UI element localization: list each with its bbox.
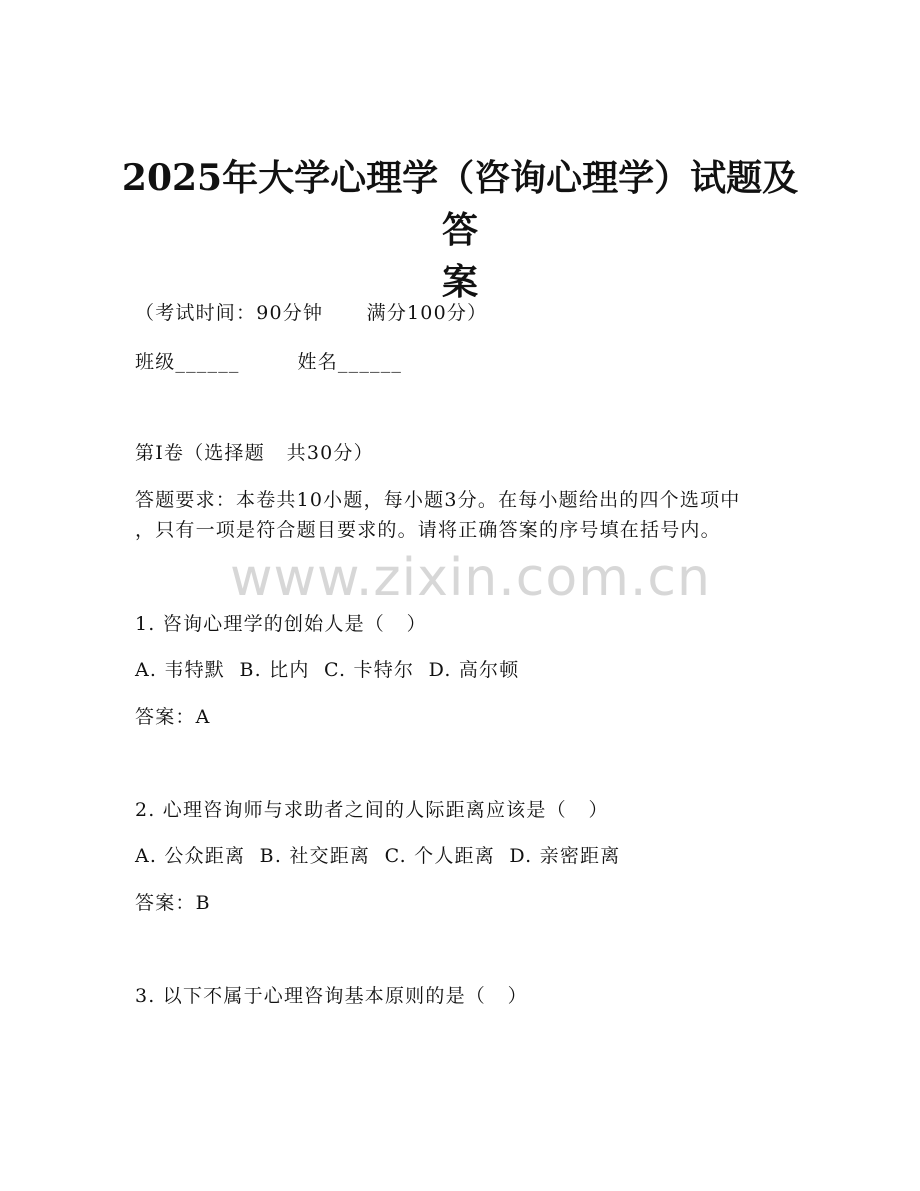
question-1-answer: 答案：A [135, 706, 211, 728]
question-1: 1. 咨询心理学的创始人是（ ） [135, 613, 427, 635]
exam-info: （考试时间：90分钟 满分100分） [135, 302, 488, 324]
instructions-line-2: ，只有一项是符合题目要求的。请将正确答案的序号填在括号内。 [135, 519, 721, 541]
section-heading: 第I卷（选择题 共30分） [135, 442, 374, 464]
question-2-options: A. 公众距离 B. 社交距离 C. 个人距离 D. 亲密距离 [135, 845, 621, 867]
question-1-options: A. 韦特默 B. 比内 C. 卡特尔 D. 高尔顿 [135, 659, 520, 681]
question-2-answer: 答案：B [135, 892, 211, 914]
title-line-2: 案 [441, 261, 478, 303]
question-3: 3. 以下不属于心理咨询基本原则的是（ ） [135, 985, 528, 1007]
instructions-line-1: 答题要求：本卷共10小题，每小题3分。在每小题给出的四个选项中 [135, 489, 741, 511]
title-line-1: 2025年大学心理学（咨询心理学）试题及答 [121, 157, 799, 251]
question-2: 2. 心理咨询师与求助者之间的人际距离应该是（ ） [135, 799, 609, 821]
document-title [120, 152, 800, 308]
class-name-line: 班级______ 姓名______ [135, 351, 403, 373]
watermark: www.zixin.com.cn [230, 548, 711, 608]
